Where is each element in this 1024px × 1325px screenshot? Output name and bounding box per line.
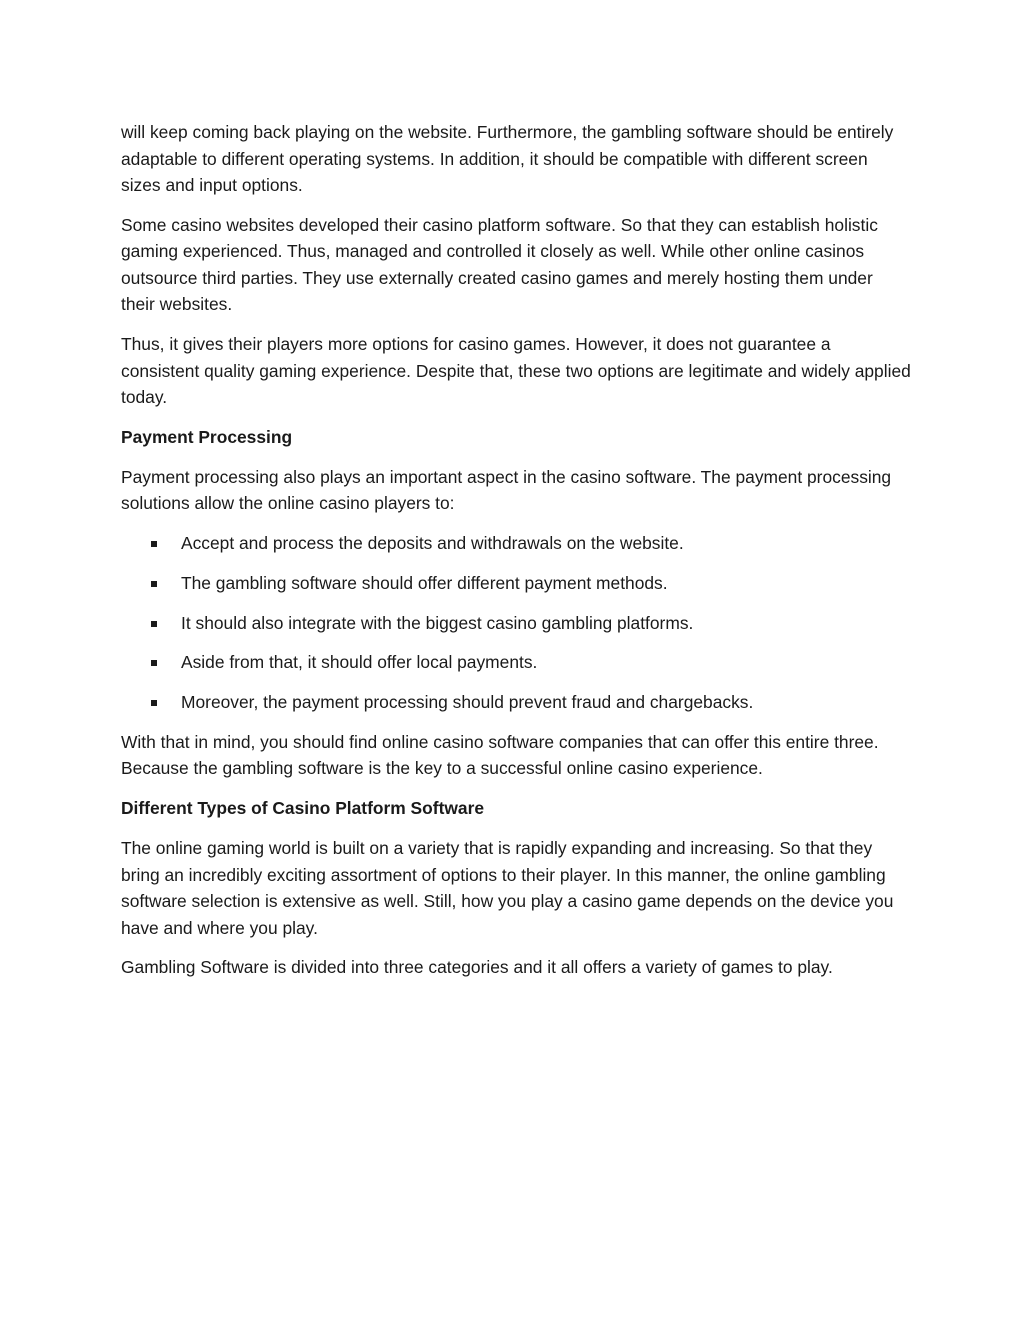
square-bullet-icon [151, 700, 157, 706]
list-item-text: The gambling software should offer different payment methods. [181, 572, 668, 593]
paragraph-payment-intro: Payment processing also plays an important aspect in the casino software. The payment processing solutions allow the online casino players to: [121, 466, 892, 514]
square-bullet-icon [151, 541, 157, 547]
paragraph-more-options: Thus, it gives their players more options for casino games. However, it does not guarantee a consistent quality gaming experience. Despite that, these two options are legitimate and widely applied today. [121, 334, 911, 408]
list-item-text: It should also integrate with the biggest casino gambling platforms. [181, 612, 694, 633]
paragraph-os-compatibility: will keep coming back playing on the website. Furthermore, the gambling software should be entirely adaptable to different operating systems. In addition, it should be compatible with different screen sizes and input options. [121, 122, 894, 195]
list-item [121, 610, 911, 637]
paragraph-gaming-world: The online gaming world is built on a variety that is rapidly expanding and increasing. So that they bring an incredibly exciting assortment of options to their player. In this manner, the online gambling software selection is extensive as well. Still, how you play a casino game depends on the device you have and where you play. [121, 838, 894, 938]
list-item [121, 530, 911, 557]
list-item [121, 689, 911, 716]
paragraph-platform-software: Some casino websites developed their casino platform software. So that they can establish holistic gaming experienced. Thus, managed and controlled it closely as well. While other online casinos outsource third parties. They use externally created casino games and merely hosting them under their websites. [121, 214, 878, 315]
list-item-text: Accept and process the deposits and withdrawals on the website. [181, 532, 684, 553]
document-body [121, 119, 911, 994]
square-bullet-icon [151, 621, 157, 627]
list-item-text: Aside from that, it should offer local payments. [181, 652, 538, 673]
list-item-text: Moreover, the payment processing should prevent fraud and chargebacks. [181, 692, 754, 713]
paragraph-payment-closing: With that in mind, you should find online casino software companies that can offer this entire three. Because the gambling software is the key to a successful online casino experience. [121, 731, 879, 779]
heading-payment-processing: Payment Processing [121, 426, 293, 447]
square-bullet-icon [151, 660, 157, 666]
payment-bullet-list [121, 530, 911, 716]
heading-different-types: Different Types of Casino Platform Software [121, 798, 485, 819]
square-bullet-icon [151, 581, 157, 587]
paragraph-three-categories: Gambling Software is divided into three categories and it all offers a variety of games to play. [121, 957, 833, 978]
list-item [121, 649, 911, 676]
list-item [121, 570, 911, 597]
